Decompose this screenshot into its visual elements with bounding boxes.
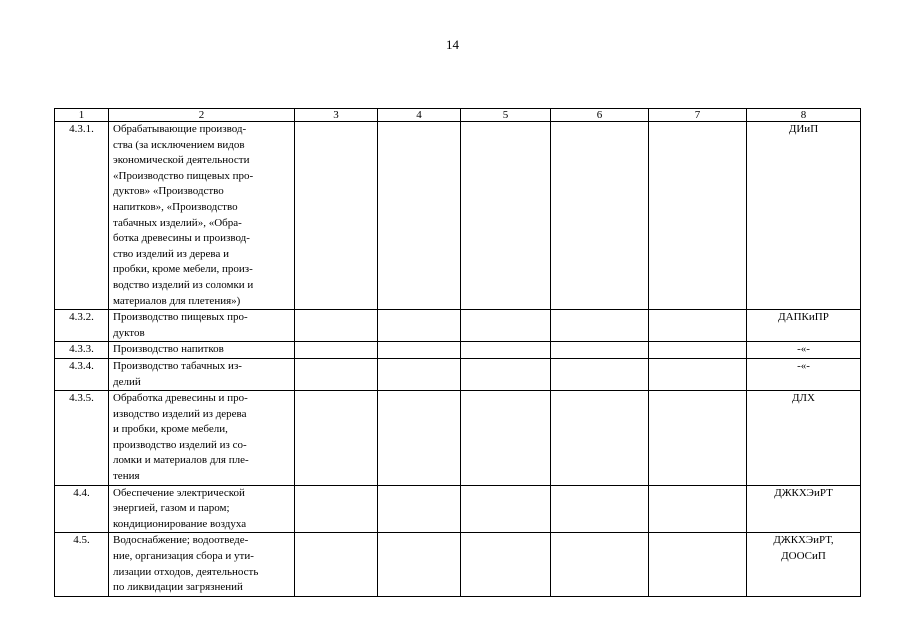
table-row (55, 533, 861, 596)
table-row (55, 358, 861, 390)
empty-cell (378, 485, 461, 533)
responsible-dept: -«- (747, 358, 861, 390)
activity-name: Производство напитков (109, 342, 295, 359)
table-row (55, 391, 861, 486)
empty-cell (461, 533, 551, 596)
activity-name: Обработка древесины и про- изводство изделий из дерева и пробки, кроме мебели, производство изделий из со- ломки и материалов для пле- тения (109, 391, 295, 486)
empty-cell (649, 391, 747, 486)
empty-cell (295, 358, 378, 390)
responsible-dept: ДЖКХЭиРТ (747, 485, 861, 533)
row-number: 4.3.3. (55, 342, 109, 359)
empty-cell (649, 310, 747, 342)
empty-cell (461, 122, 551, 310)
empty-cell (378, 358, 461, 390)
column-header: 4 (378, 109, 461, 122)
plan-table (54, 108, 861, 597)
activity-name: Производство табачных из- делий (109, 358, 295, 390)
empty-cell (461, 485, 551, 533)
empty-cell (551, 358, 649, 390)
activity-name: Обеспечение электрической энергией, газом и паром; кондиционирование воздуха (109, 485, 295, 533)
column-header: 3 (295, 109, 378, 122)
row-number: 4.3.4. (55, 358, 109, 390)
empty-cell (551, 485, 649, 533)
column-header: 1 (55, 109, 109, 122)
table-row (55, 485, 861, 533)
empty-cell (649, 122, 747, 310)
table-row (55, 310, 861, 342)
empty-cell (649, 485, 747, 533)
empty-cell (649, 358, 747, 390)
empty-cell (461, 358, 551, 390)
empty-cell (551, 391, 649, 486)
empty-cell (295, 310, 378, 342)
empty-cell (378, 391, 461, 486)
empty-cell (461, 342, 551, 359)
empty-cell (295, 342, 378, 359)
empty-cell (649, 533, 747, 596)
empty-cell (295, 485, 378, 533)
empty-cell (378, 122, 461, 310)
column-header: 2 (109, 109, 295, 122)
table-row (55, 122, 861, 310)
empty-cell (295, 391, 378, 486)
empty-cell (551, 122, 649, 310)
empty-cell (295, 533, 378, 596)
column-header: 6 (551, 109, 649, 122)
responsible-dept: ДИиП (747, 122, 861, 310)
empty-cell (551, 342, 649, 359)
empty-cell (461, 391, 551, 486)
row-number: 4.3.2. (55, 310, 109, 342)
empty-cell (378, 342, 461, 359)
responsible-dept: -«- (747, 342, 861, 359)
responsible-dept: ДЖКХЭиРТ, ДООСиП (747, 533, 861, 596)
empty-cell (378, 533, 461, 596)
page-number: 14 (446, 37, 459, 52)
empty-cell (551, 310, 649, 342)
activity-name: Производство пищевых про- дуктов (109, 310, 295, 342)
column-header: 7 (649, 109, 747, 122)
row-number: 4.4. (55, 485, 109, 533)
responsible-dept: ДАПКиПР (747, 310, 861, 342)
responsible-dept: ДЛХ (747, 391, 861, 486)
row-number: 4.3.5. (55, 391, 109, 486)
activity-name: Водоснабжение; водоотведе- ние, организация сбора и ути- лизации отходов, деятельность по ликвидации загрязнений (109, 533, 295, 596)
empty-cell (461, 310, 551, 342)
empty-cell (649, 342, 747, 359)
empty-cell (295, 122, 378, 310)
column-header: 8 (747, 109, 861, 122)
empty-cell (378, 310, 461, 342)
row-number: 4.5. (55, 533, 109, 596)
table-row (55, 342, 861, 359)
table-header-row (55, 109, 861, 122)
column-header: 5 (461, 109, 551, 122)
activity-name: Обрабатывающие производ- ства (за исключением видов экономической деятельности «Производство пищевых про- дуктов» «Производство напитков», «Производство табачных изделий», «Обра- ботка древесины и производ- ство изделий из дерева и пробки, кроме мебели, произ- водство изделий из соломки и материалов для плетения») (109, 122, 295, 310)
empty-cell (551, 533, 649, 596)
row-number: 4.3.1. (55, 122, 109, 310)
